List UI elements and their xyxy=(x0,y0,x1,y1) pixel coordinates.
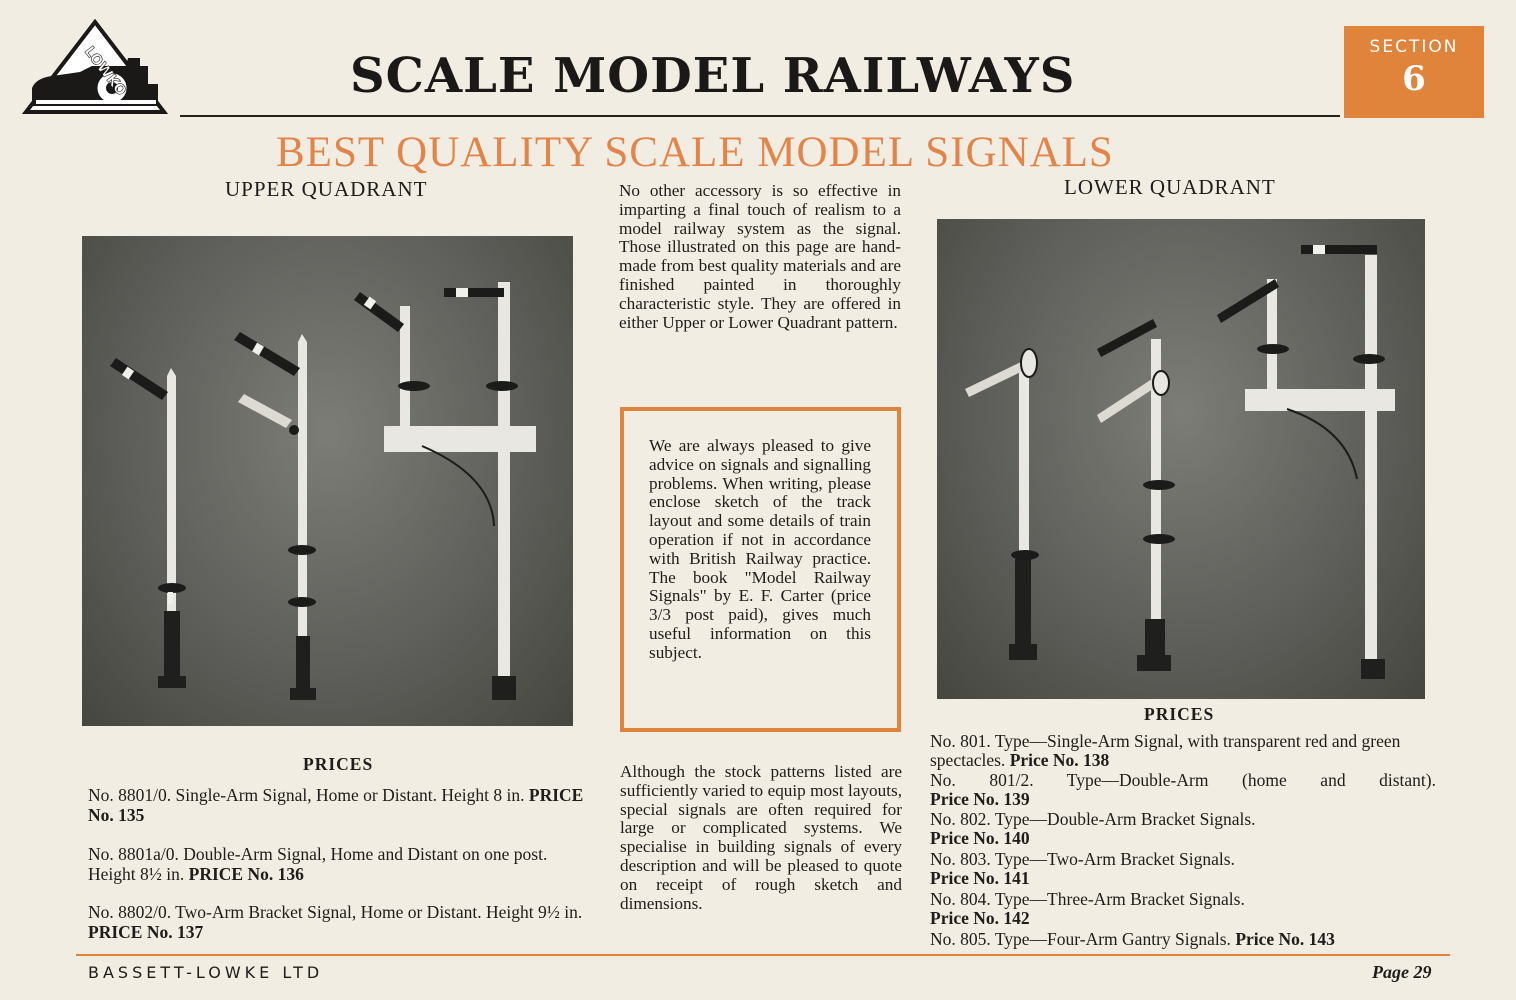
page-subtitle: BEST QUALITY SCALE MODEL SIGNALS xyxy=(276,129,1114,176)
price-item-text: No. 8802/0. Two-Arm Bracket Signal, Home or Distant. Height 9½ in. xyxy=(88,902,583,922)
lower-quadrant-photo xyxy=(937,219,1425,699)
price-item xyxy=(88,902,592,942)
advice-box xyxy=(620,407,901,732)
intro-paragraph: No other accessory is so effective in imparting a final touch of realism to a model railway system as the signal. Those illustrated on this page are hand-made from best quality materials and are finished painted in thoroughly characteristic style. They are offered in either Upper or Lower Quadrant pattern. xyxy=(619,181,901,332)
price-item-text: No. 803. Type—Two-Arm Bracket Signals. xyxy=(930,849,1235,869)
price-item xyxy=(930,850,1436,887)
price-item-price: PRICE No. 136 xyxy=(188,864,304,884)
price-item xyxy=(88,844,592,884)
upper-quadrant-photo xyxy=(82,236,573,726)
lowko-logo xyxy=(22,18,168,118)
price-item xyxy=(930,810,1436,847)
lower-prices-heading: PRICES xyxy=(1144,704,1215,724)
price-item-price: Price No. 141 xyxy=(930,867,1030,888)
section-number: 6 xyxy=(1402,59,1426,99)
price-item-price: Price No. 142 xyxy=(930,907,1030,928)
price-item-price: Price No. 143 xyxy=(1235,929,1335,949)
logo-text: LOWKO xyxy=(80,43,130,100)
price-item-text: No. 801. Type—Single-Arm Signal, with transparent red and green spectacles. xyxy=(930,731,1401,770)
locomotive-triangle-icon xyxy=(22,18,168,118)
advice-paragraph: We are always pleased to give advice on signals and signalling problems. When writing, please enclose sketch of the track layout and some details of train operation if not in accordance with British Railway practice. The book "Model Railway Signals" by E. F. Carter (price 3/3 post paid), gives much useful information on this subject. xyxy=(649,436,871,662)
lower-signals-image xyxy=(937,219,1425,699)
lower-quadrant-heading: LOWER QUADRANT xyxy=(1064,175,1276,199)
page-title: SCALE MODEL RAILWAYS xyxy=(350,48,1076,104)
price-item-text: No. 801/2. Type—Double-Arm (home and distant). xyxy=(930,770,1436,790)
section-label: SECTION xyxy=(1369,37,1459,57)
price-item-text: No. 804. Type—Three-Arm Bracket Signals. xyxy=(930,889,1245,909)
price-item xyxy=(930,732,1436,769)
upper-signals-image xyxy=(82,236,573,726)
price-item-price: Price No. 138 xyxy=(1009,749,1110,770)
price-item-price: PRICE No. 135 xyxy=(88,785,584,825)
price-item xyxy=(930,930,1436,949)
upper-quadrant-heading: UPPER QUADRANT xyxy=(225,177,428,201)
section-tab xyxy=(1344,26,1484,118)
price-item-text: No. 802. Type—Double-Arm Bracket Signals. xyxy=(930,809,1256,829)
stock-paragraph: Although the stock patterns listed are sufficiently varied to equip most layouts, special signals are often required for large or complicated systems. We specialise in building signals of every description and will be pleased to quote on receipt of rough sketch and dimensions. xyxy=(620,762,902,913)
price-item xyxy=(930,771,1436,808)
price-item-price: PRICE No. 137 xyxy=(88,922,204,942)
price-item-price: Price No. 140 xyxy=(930,827,1030,848)
price-item-price: Price No. 139 xyxy=(930,788,1030,809)
upper-prices-heading: PRICES xyxy=(303,754,374,774)
footer-divider xyxy=(76,954,1450,956)
page-number: Page 29 xyxy=(1372,962,1432,982)
footer-company: BASSETT-LOWKE LTD xyxy=(88,963,324,982)
price-item xyxy=(930,890,1436,927)
price-item-text: No. 805. Type—Four-Arm Gantry Signals. xyxy=(930,929,1231,949)
title-divider xyxy=(180,115,1340,117)
price-item xyxy=(88,785,592,825)
price-item-text: No. 8801/0. Single-Arm Signal, Home or Distant. Height 8 in. xyxy=(88,785,525,805)
price-item-text: No. 8801a/0. Double-Arm Signal, Home and Distant on one post. Height 8½ in. xyxy=(88,844,548,884)
